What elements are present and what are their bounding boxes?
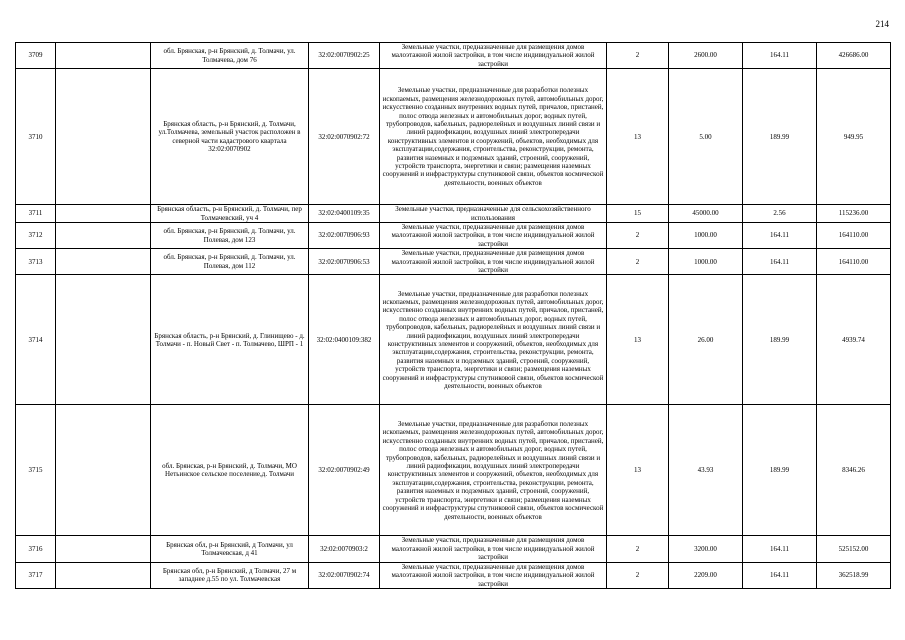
empty-cell — [56, 275, 151, 405]
empty-cell — [56, 536, 151, 562]
cadastral-number-cell: 32:02:0070906:93 — [309, 223, 380, 249]
table-row — [16, 275, 891, 405]
cadastral-number-cell: 32:02:0070906:53 — [309, 249, 380, 275]
cadastral-number-cell: 32:02:0400109:382 — [309, 275, 380, 405]
land-registry-table — [15, 42, 891, 589]
row-number-cell: 3716 — [16, 536, 56, 562]
land-use-cell: Земельные участки, предназначенные для разработки полезных ископаемых, размещения железнодорожных путей, автомобильных дорог, искусственно созданных внутренних водных путей, причалов, пристаней, полос отвода железных и автомобильных дорог, водных путей, трубопроводов, кабельных, радиорелейных и воздушных линий связи и линий радиофикации, воздушных линий электропередачи конструктивных элементов и сооружений, объектов, необходимых для эксплуатации,содержания, строительства, реконструкции, ремонта, развития наземных и подземных зданий, строений, сооружений, устройств транспорта, энергетики и связи; размещения наземных сооружений и инфраструктуры спутниковой связи, объектов космической деятельности, военных объектов — [380, 275, 607, 405]
area-cell: 1000.00 — [669, 223, 743, 249]
land-use-cell: Земельные участки, предназначенные для размещения домов малоэтажной жилой застройки, в том числе индивидуальной жилой застройки — [380, 223, 607, 249]
address-cell: обл. Брянская, р-н Брянский, д. Толмачи, МО Нетьинское сельское поселение,д. Толмачи — [151, 405, 309, 536]
address-cell: обл. Брянская, р-н Брянский, д. Толмачи, ул. Полевая, дом 112 — [151, 249, 309, 275]
table-row — [16, 405, 891, 536]
cadastral-number-cell: 32:02:0400109:35 — [309, 205, 380, 223]
empty-cell — [56, 69, 151, 205]
empty-cell — [56, 223, 151, 249]
land-use-cell: Земельные участки, предназначенные для размещения домов малоэтажной жилой застройки, в том числе индивидуальной жилой застройки — [380, 536, 607, 562]
cadastral-value-cell: 949.95 — [817, 69, 891, 205]
address-cell: Брянская область, р-н Брянский, д. Толмачи, ул.Толмачева, земельный участок расположен в северной части кадастрового квартала 32:02:0070902 — [151, 69, 309, 205]
land-use-cell: Земельные участки, предназначенные для размещения домов малоэтажной жилой застройки, в том числе индивидуальной жилой застройки — [380, 43, 607, 69]
address-cell: Брянская обл, р-н Брянский, д Толмачи, 27 м западнее д.55 по ул. Толмачевская — [151, 562, 309, 588]
land-use-cell: Земельные участки, предназначенные для размещения домов малоэтажной жилой застройки, в том числе индивидуальной жилой застройки — [380, 562, 607, 588]
area-cell: 1000.00 — [669, 249, 743, 275]
rate-cell: 164.11 — [743, 223, 817, 249]
cadastral-number-cell: 32:02:0070902:49 — [309, 405, 380, 536]
group-cell: 13 — [607, 405, 669, 536]
empty-cell — [56, 249, 151, 275]
rate-cell: 189.99 — [743, 275, 817, 405]
cadastral-value-cell: 362518.99 — [817, 562, 891, 588]
rate-cell: 189.99 — [743, 69, 817, 205]
cadastral-value-cell: 8346.26 — [817, 405, 891, 536]
cadastral-value-cell: 426686.00 — [817, 43, 891, 69]
address-cell: обл. Брянская, р-н Брянский, д. Толмачи, ул. Толмачева, дом 76 — [151, 43, 309, 69]
cadastral-number-cell: 32:02:0070903:2 — [309, 536, 380, 562]
row-number-cell: 3712 — [16, 223, 56, 249]
cadastral-number-cell: 32:02:0070902:74 — [309, 562, 380, 588]
area-cell: 26.00 — [669, 275, 743, 405]
address-cell: обл. Брянская, р-н Брянский, д. Толмачи, ул. Полевая, дом 123 — [151, 223, 309, 249]
page-number: 214 — [875, 19, 889, 29]
empty-cell — [56, 43, 151, 69]
rate-cell: 164.11 — [743, 536, 817, 562]
table-row — [16, 249, 891, 275]
row-number-cell: 3717 — [16, 562, 56, 588]
row-number-cell: 3713 — [16, 249, 56, 275]
table-row — [16, 43, 891, 69]
address-cell: Брянская область, р-н Брянский, д. Толмачи, пер Толмачевский, уч 4 — [151, 205, 309, 223]
area-cell: 3200.00 — [669, 536, 743, 562]
row-number-cell: 3709 — [16, 43, 56, 69]
row-number-cell: 3714 — [16, 275, 56, 405]
area-cell: 2600.00 — [669, 43, 743, 69]
land-use-cell: Земельные участки, предназначенные для разработки полезных ископаемых, размещения железнодорожных путей, автомобильных дорог, искусственно созданных внутренних водных путей, причалов, пристаней, полос отвода железных и автомобильных дорог, водных путей, трубопроводов, кабельных, радиорелейных и воздушных линий связи и линий радиофикации, воздушных линий электропередачи конструктивных элементов и сооружений, объектов, необходимых для эксплуатации,содержания, строительства, реконструкции, ремонта, развития наземных и подземных зданий, строений, сооружений, устройств транспорта, энергетики и связи; размещения наземных сооружений и инфраструктуры спутниковой связи, объектов космической деятельности, военных объектов — [380, 69, 607, 205]
cadastral-value-cell: 525152.00 — [817, 536, 891, 562]
cadastral-value-cell: 164110.00 — [817, 249, 891, 275]
table-row — [16, 69, 891, 205]
area-cell: 43.93 — [669, 405, 743, 536]
rate-cell: 164.11 — [743, 249, 817, 275]
cadastral-value-cell: 164110.00 — [817, 223, 891, 249]
area-cell: 45000.00 — [669, 205, 743, 223]
address-cell: Брянская область, р-н Брянский, д. Глинищево - д. Толмачи - п. Новый Свет - п. Толмачево, ШРП - 1 — [151, 275, 309, 405]
table-row — [16, 223, 891, 249]
area-cell: 5.00 — [669, 69, 743, 205]
group-cell: 2 — [607, 249, 669, 275]
area-cell: 2209.00 — [669, 562, 743, 588]
land-use-cell: Земельные участки, предназначенные для сельскохозяйственного использования — [380, 205, 607, 223]
group-cell: 15 — [607, 205, 669, 223]
rate-cell: 189.99 — [743, 405, 817, 536]
cadastral-value-cell: 115236.00 — [817, 205, 891, 223]
row-number-cell: 3715 — [16, 405, 56, 536]
empty-cell — [56, 405, 151, 536]
land-use-cell: Земельные участки, предназначенные для разработки полезных ископаемых, размещения железнодорожных путей, автомобильных дорог, искусственно созданных внутренних водных путей, причалов, пристаней, полос отвода железных и автомобильных дорог, водных путей, трубопроводов, кабельных, радиорелейных и воздушных линий связи и линий радиофикации, воздушных линий электропередачи конструктивных элементов и сооружений, объектов, необходимых для эксплуатации,содержания, строительства, реконструкции, ремонта, развития наземных и подземных зданий, строений, сооружений, устройств транспорта, энергетики и связи; размещения наземных сооружений и инфраструктуры спутниковой связи, объектов космической деятельности, военных объектов — [380, 405, 607, 536]
group-cell: 2 — [607, 536, 669, 562]
group-cell: 2 — [607, 223, 669, 249]
group-cell: 2 — [607, 562, 669, 588]
row-number-cell: 3710 — [16, 69, 56, 205]
cadastral-value-cell: 4939.74 — [817, 275, 891, 405]
rate-cell: 2.56 — [743, 205, 817, 223]
row-number-cell: 3711 — [16, 205, 56, 223]
land-use-cell: Земельные участки, предназначенные для размещения домов малоэтажной жилой застройки, в том числе индивидуальной жилой застройки — [380, 249, 607, 275]
table-row — [16, 205, 891, 223]
rate-cell: 164.11 — [743, 562, 817, 588]
empty-cell — [56, 205, 151, 223]
table-row — [16, 562, 891, 588]
empty-cell — [56, 562, 151, 588]
group-cell: 13 — [607, 69, 669, 205]
address-cell: Брянская обл, р-н Брянский, д Толмачи, ул Толмачевская, д 41 — [151, 536, 309, 562]
group-cell: 2 — [607, 43, 669, 69]
rate-cell: 164.11 — [743, 43, 817, 69]
cadastral-number-cell: 32:02:0070902:25 — [309, 43, 380, 69]
group-cell: 13 — [607, 275, 669, 405]
table-row — [16, 536, 891, 562]
cadastral-number-cell: 32:02:0070902:72 — [309, 69, 380, 205]
